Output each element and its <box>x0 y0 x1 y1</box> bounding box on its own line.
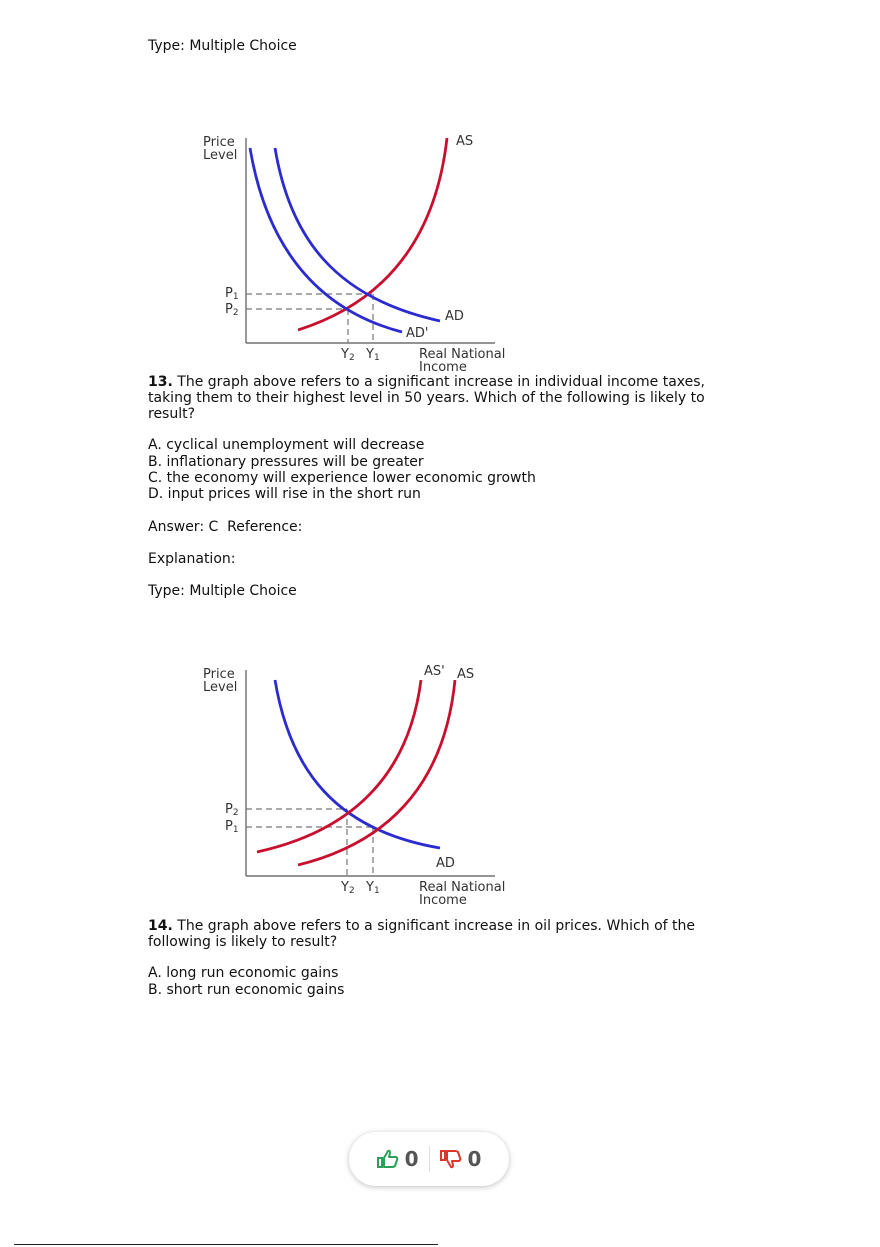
ad-prime-curve <box>250 148 402 332</box>
y-axis-label: Price <box>203 135 235 150</box>
option-a: A. long run economic gains <box>148 965 339 981</box>
thumbs-down-icon <box>440 1149 462 1169</box>
graph-2 <box>195 660 525 910</box>
upvote-count: 0 <box>404 1147 419 1171</box>
option-b: B. short run economic gains <box>148 982 345 998</box>
y-axis-label: Level <box>203 680 238 695</box>
downvote-count: 0 <box>467 1147 482 1171</box>
p1-label: P1 <box>225 819 239 835</box>
y2-label: Y2 <box>341 880 355 896</box>
p2-label: P2 <box>225 802 239 818</box>
p1-label: P1 <box>225 286 239 302</box>
ad-curve <box>275 148 440 321</box>
type-line: Type: Multiple Choice <box>148 583 297 599</box>
option-b: B. inflationary pressures will be greater <box>148 454 424 470</box>
question-13 <box>148 374 728 422</box>
x-axis-label: Income <box>419 360 467 375</box>
question-number: 13. <box>148 374 173 390</box>
question-text: The graph above refers to a significant increase in oil prices. Which of the following is likely to result? <box>148 918 695 950</box>
as-curve <box>298 138 447 330</box>
answer-line: Answer: C Reference: <box>148 519 303 535</box>
option-c: C. the economy will experience lower economic growth <box>148 470 536 486</box>
upvote-button[interactable] <box>367 1147 429 1171</box>
vote-widget <box>349 1132 509 1186</box>
option-d: D. input prices will rise in the short run <box>148 486 421 502</box>
thumbs-up-icon <box>377 1149 399 1169</box>
y1-label: Y1 <box>366 347 380 363</box>
question-text: The graph above refers to a significant increase in individual income taxes, taking them to their highest level in 50 years. Which of the following is likely to result? <box>148 374 706 422</box>
explanation-line: Explanation: <box>148 551 236 567</box>
as-label: AS <box>457 667 475 682</box>
y-axis-label: Level <box>203 148 238 163</box>
y1-label: Y1 <box>366 880 380 896</box>
type-line: Type: Multiple Choice <box>148 38 297 54</box>
x-axis-label: Real National <box>419 880 506 895</box>
ad-prime-label: AD' <box>406 326 429 341</box>
ad-label: AD <box>436 856 455 871</box>
question-number: 14. <box>148 918 173 934</box>
option-a: A. cyclical unemployment will decrease <box>148 437 425 453</box>
graph-1 <box>195 128 525 378</box>
y-axis-label: Price <box>203 667 235 682</box>
x-axis-label: Real National <box>419 347 506 362</box>
x-axis-label: Income <box>419 893 467 908</box>
downvote-button[interactable] <box>430 1147 492 1171</box>
y2-label: Y2 <box>341 347 355 363</box>
p2-label: P2 <box>225 302 239 318</box>
ad-label: AD <box>445 309 464 324</box>
as-prime-label: AS' <box>424 664 445 679</box>
as-label: AS <box>456 134 474 149</box>
footer-divider <box>14 1244 438 1245</box>
question-14 <box>148 918 728 950</box>
as-curve <box>298 680 455 865</box>
